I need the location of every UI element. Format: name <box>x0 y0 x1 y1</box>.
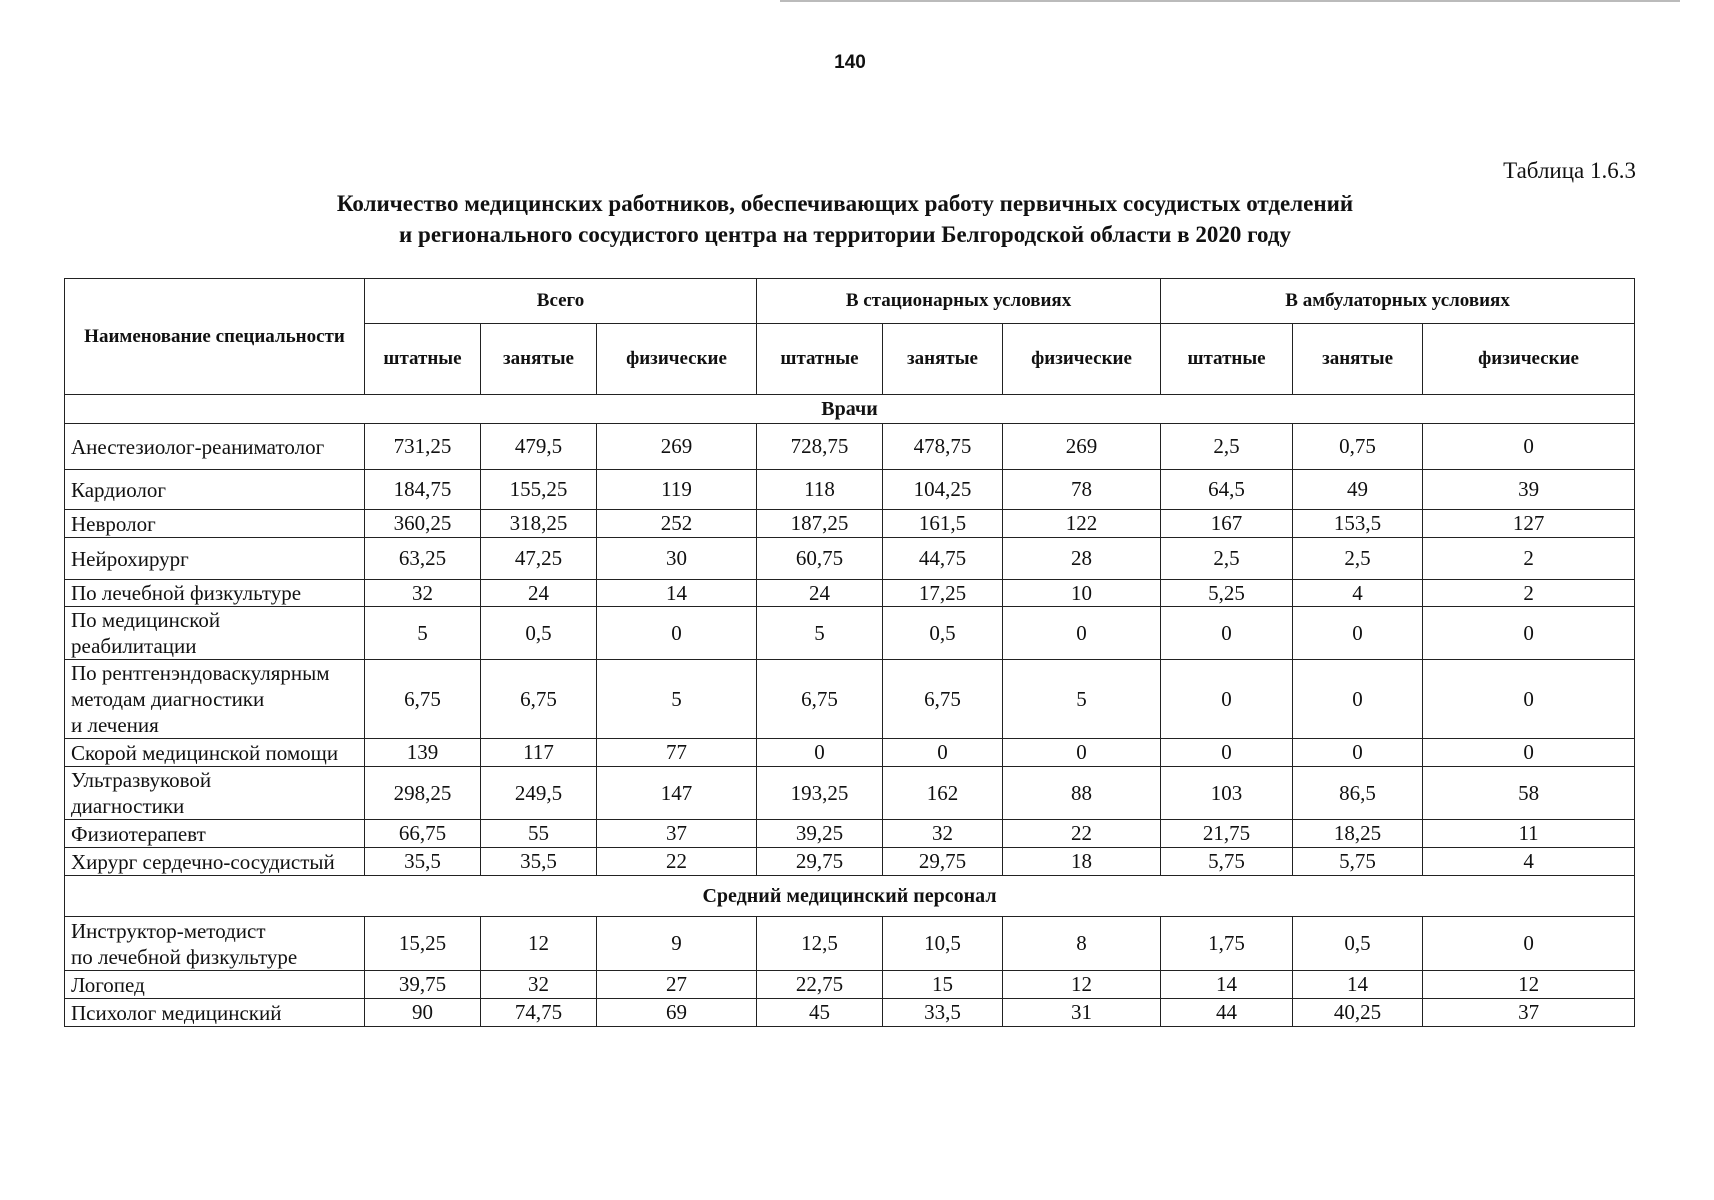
value-cell: 5 <box>597 660 757 739</box>
specialty-name: По медицинской реабилитации <box>65 607 365 660</box>
value-cell: 5 <box>757 607 883 660</box>
value-cell: 0 <box>1423 607 1635 660</box>
value-cell: 12 <box>1003 971 1161 999</box>
value-cell: 86,5 <box>1293 767 1423 820</box>
value-cell: 0 <box>1423 424 1635 470</box>
value-cell: 45 <box>757 999 883 1027</box>
value-cell: 63,25 <box>365 538 481 580</box>
page-number: 140 <box>834 52 866 73</box>
section-row <box>65 395 1635 424</box>
value-cell: 147 <box>597 767 757 820</box>
value-cell: 0 <box>1293 607 1423 660</box>
value-cell: 58 <box>1423 767 1635 820</box>
table-row <box>65 470 1635 510</box>
value-cell: 161,5 <box>883 510 1003 538</box>
table-row <box>65 580 1635 607</box>
table-row <box>65 971 1635 999</box>
value-cell: 69 <box>597 999 757 1027</box>
value-cell: 0,5 <box>481 607 597 660</box>
value-cell: 0 <box>1423 739 1635 767</box>
value-cell: 0 <box>1003 607 1161 660</box>
value-cell: 44 <box>1161 999 1293 1027</box>
value-cell: 17,25 <box>883 580 1003 607</box>
subheader-staff: штатные <box>757 324 883 395</box>
table-row <box>65 820 1635 848</box>
specialty-name: По лечебной физкультуре <box>65 580 365 607</box>
table-row <box>65 660 1635 739</box>
value-cell: 30 <box>597 538 757 580</box>
value-cell: 10,5 <box>883 917 1003 971</box>
value-cell: 22,75 <box>757 971 883 999</box>
value-cell: 479,5 <box>481 424 597 470</box>
value-cell: 0,5 <box>1293 917 1423 971</box>
section-title: Средний медицинский персонал <box>65 876 1635 917</box>
value-cell: 0 <box>1423 917 1635 971</box>
value-cell: 731,25 <box>365 424 481 470</box>
specialty-name: Хирург сердечно-сосудистый <box>65 848 365 876</box>
title-line-1: Количество медицинских работников, обеспечивающих работу первичных сосудистых отделений <box>336 191 1354 216</box>
value-cell: 14 <box>1293 971 1423 999</box>
specialty-name: Анестезиолог-реаниматолог <box>65 424 365 470</box>
table-row <box>65 767 1635 820</box>
value-cell: 4 <box>1293 580 1423 607</box>
specialty-name: Ультразвуковой диагностики <box>65 767 365 820</box>
value-cell: 5,25 <box>1161 580 1293 607</box>
value-cell: 35,5 <box>481 848 597 876</box>
specialty-name: Кардиолог <box>65 470 365 510</box>
value-cell: 29,75 <box>757 848 883 876</box>
specialty-name: Физиотерапевт <box>65 820 365 848</box>
value-cell: 155,25 <box>481 470 597 510</box>
value-cell: 0 <box>597 607 757 660</box>
value-cell: 66,75 <box>365 820 481 848</box>
value-cell: 2 <box>1423 580 1635 607</box>
value-cell: 37 <box>597 820 757 848</box>
value-cell: 103 <box>1161 767 1293 820</box>
value-cell: 55 <box>481 820 597 848</box>
value-cell: 18 <box>1003 848 1161 876</box>
value-cell: 27 <box>597 971 757 999</box>
subheader-occupied: занятые <box>883 324 1003 395</box>
value-cell: 0,75 <box>1293 424 1423 470</box>
value-cell: 90 <box>365 999 481 1027</box>
subheader-physical: физические <box>1423 324 1635 395</box>
value-cell: 74,75 <box>481 999 597 1027</box>
table-row <box>65 739 1635 767</box>
subheader-occupied: занятые <box>481 324 597 395</box>
value-cell: 0 <box>1003 739 1161 767</box>
specialty-name: По рентгенэндоваскулярным методам диагностики и лечения <box>65 660 365 739</box>
value-cell: 77 <box>597 739 757 767</box>
subheader-physical: физические <box>597 324 757 395</box>
value-cell: 24 <box>481 580 597 607</box>
specialty-name: Невролог <box>65 510 365 538</box>
value-cell: 5 <box>1003 660 1161 739</box>
specialty-name: Нейрохирург <box>65 538 365 580</box>
value-cell: 22 <box>597 848 757 876</box>
value-cell: 117 <box>481 739 597 767</box>
value-cell: 15,25 <box>365 917 481 971</box>
value-cell: 167 <box>1161 510 1293 538</box>
table-body <box>65 395 1635 1027</box>
table-row <box>65 999 1635 1027</box>
table-title <box>60 188 1630 250</box>
value-cell: 33,5 <box>883 999 1003 1027</box>
value-cell: 37 <box>1423 999 1635 1027</box>
value-cell: 18,25 <box>1293 820 1423 848</box>
value-cell: 0 <box>1161 607 1293 660</box>
specialty-name: Психолог медицинский <box>65 999 365 1027</box>
table-row <box>65 917 1635 971</box>
value-cell: 1,75 <box>1161 917 1293 971</box>
value-cell: 24 <box>757 580 883 607</box>
value-cell: 11 <box>1423 820 1635 848</box>
value-cell: 32 <box>481 971 597 999</box>
value-cell: 6,75 <box>481 660 597 739</box>
table-row <box>65 510 1635 538</box>
value-cell: 88 <box>1003 767 1161 820</box>
value-cell: 6,75 <box>757 660 883 739</box>
top-scan-rule <box>780 0 1680 2</box>
value-cell: 12 <box>1423 971 1635 999</box>
value-cell: 478,75 <box>883 424 1003 470</box>
header-group-inpatient: В стационарных условиях <box>757 279 1161 324</box>
header-group-total: Всего <box>365 279 757 324</box>
value-cell: 187,25 <box>757 510 883 538</box>
value-cell: 40,25 <box>1293 999 1423 1027</box>
value-cell: 6,75 <box>365 660 481 739</box>
table-row <box>65 607 1635 660</box>
value-cell: 10 <box>1003 580 1161 607</box>
value-cell: 6,75 <box>883 660 1003 739</box>
specialty-name: Скорой медицинской помощи <box>65 739 365 767</box>
value-cell: 162 <box>883 767 1003 820</box>
subheader-staff: штатные <box>1161 324 1293 395</box>
value-cell: 0 <box>883 739 1003 767</box>
value-cell: 12 <box>481 917 597 971</box>
value-cell: 78 <box>1003 470 1161 510</box>
value-cell: 318,25 <box>481 510 597 538</box>
value-cell: 64,5 <box>1161 470 1293 510</box>
value-cell: 118 <box>757 470 883 510</box>
value-cell: 0 <box>1161 660 1293 739</box>
value-cell: 4 <box>1423 848 1635 876</box>
table-label: Таблица 1.6.3 <box>1503 158 1636 183</box>
title-line-2: и регионального сосудистого центра на территории Белгородской области в 2020 году <box>399 222 1291 247</box>
specialty-name: Инструктор-методист по лечебной физкультуре <box>65 917 365 971</box>
value-cell: 47,25 <box>481 538 597 580</box>
value-cell: 31 <box>1003 999 1161 1027</box>
value-cell: 5 <box>365 607 481 660</box>
value-cell: 39,25 <box>757 820 883 848</box>
value-cell: 29,75 <box>883 848 1003 876</box>
subheader-occupied: занятые <box>1293 324 1423 395</box>
value-cell: 14 <box>1161 971 1293 999</box>
value-cell: 269 <box>1003 424 1161 470</box>
value-cell: 122 <box>1003 510 1161 538</box>
value-cell: 0 <box>1161 739 1293 767</box>
value-cell: 39,75 <box>365 971 481 999</box>
value-cell: 269 <box>597 424 757 470</box>
value-cell: 32 <box>883 820 1003 848</box>
value-cell: 2,5 <box>1161 538 1293 580</box>
value-cell: 9 <box>597 917 757 971</box>
value-cell: 8 <box>1003 917 1161 971</box>
value-cell: 2 <box>1423 538 1635 580</box>
value-cell: 127 <box>1423 510 1635 538</box>
section-title: Врачи <box>65 395 1635 424</box>
value-cell: 28 <box>1003 538 1161 580</box>
value-cell: 119 <box>597 470 757 510</box>
value-cell: 0 <box>757 739 883 767</box>
value-cell: 360,25 <box>365 510 481 538</box>
value-cell: 12,5 <box>757 917 883 971</box>
value-cell: 14 <box>597 580 757 607</box>
value-cell: 184,75 <box>365 470 481 510</box>
subheader-physical: физические <box>1003 324 1161 395</box>
value-cell: 249,5 <box>481 767 597 820</box>
specialty-name: Логопед <box>65 971 365 999</box>
table-row <box>65 424 1635 470</box>
section-row <box>65 876 1635 917</box>
value-cell: 44,75 <box>883 538 1003 580</box>
header-name-column: Наименование специальности <box>65 279 365 395</box>
value-cell: 139 <box>365 739 481 767</box>
value-cell: 5,75 <box>1293 848 1423 876</box>
value-cell: 252 <box>597 510 757 538</box>
value-cell: 39 <box>1423 470 1635 510</box>
value-cell: 2,5 <box>1293 538 1423 580</box>
value-cell: 728,75 <box>757 424 883 470</box>
value-cell: 0 <box>1293 739 1423 767</box>
value-cell: 0 <box>1293 660 1423 739</box>
value-cell: 21,75 <box>1161 820 1293 848</box>
value-cell: 2,5 <box>1161 424 1293 470</box>
value-cell: 60,75 <box>757 538 883 580</box>
value-cell: 22 <box>1003 820 1161 848</box>
value-cell: 35,5 <box>365 848 481 876</box>
value-cell: 153,5 <box>1293 510 1423 538</box>
staff-table <box>64 278 1635 1027</box>
subheader-staff: штатные <box>365 324 481 395</box>
value-cell: 5,75 <box>1161 848 1293 876</box>
value-cell: 298,25 <box>365 767 481 820</box>
value-cell: 193,25 <box>757 767 883 820</box>
value-cell: 49 <box>1293 470 1423 510</box>
table-row <box>65 538 1635 580</box>
table-row <box>65 848 1635 876</box>
value-cell: 32 <box>365 580 481 607</box>
header-group-outpatient: В амбулаторных условиях <box>1161 279 1635 324</box>
value-cell: 0,5 <box>883 607 1003 660</box>
value-cell: 15 <box>883 971 1003 999</box>
value-cell: 104,25 <box>883 470 1003 510</box>
value-cell: 0 <box>1423 660 1635 739</box>
